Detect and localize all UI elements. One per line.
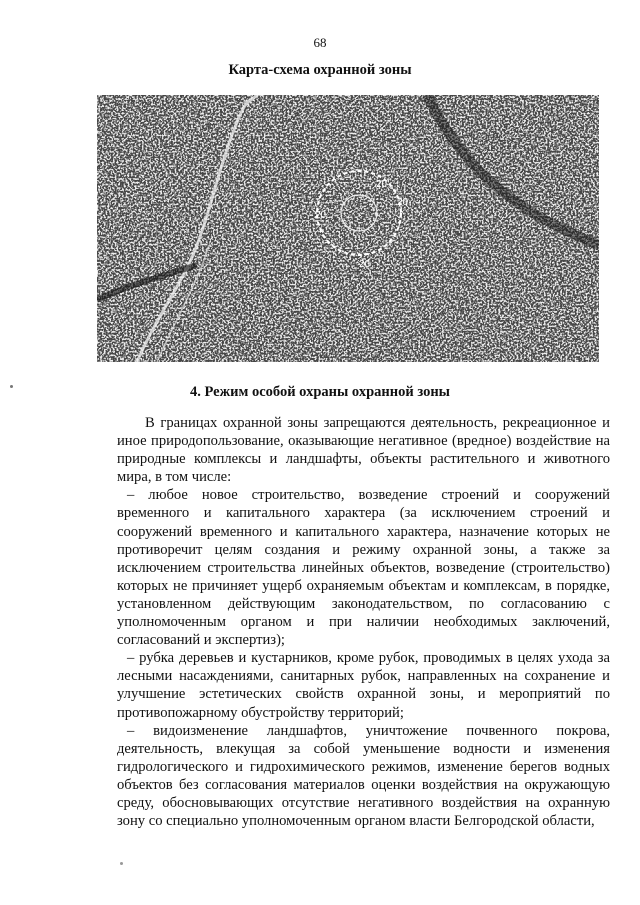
- scan-artifact: [120, 862, 123, 865]
- section-heading: 4. Режим особой охраны охранной зоны: [189, 384, 450, 400]
- satellite-map: [97, 95, 599, 362]
- map-image: [97, 95, 599, 362]
- map-label: 20: [376, 179, 388, 190]
- map-label: 20: [315, 210, 327, 221]
- map-label: 20: [397, 197, 409, 208]
- paragraph: В границах охранной зоны запрещаются деятельность, рекреационное и иное природопользование, оказывающие негативное (вредное) воздействие на природные комплексы и ландшафты, объекты растительного и животного мира, в том числе:: [117, 415, 610, 486]
- body-text: [117, 414, 610, 830]
- paragraph: – рубка деревьев и кустарников, кроме рубок, проводимых в целях ухода за лесными насаждениями, санитарных рубок, направленных на сохранение и улучшение эстетических свойств охранной зоны, и мероприятий по противопожарному обустройству территорий;: [117, 650, 610, 721]
- map-label: 20: [359, 259, 371, 270]
- page-number: 68: [313, 35, 327, 50]
- paragraph: – любое новое строительство, возведение строений и сооружений временного и капитального характера (за исключением строений и сооружений временного и капитального характера, назначение которых не противоречит целям создания и режиму охранной зоны, а также за исключением строительства линейных объектов, возведение (строительство) которых не причиняет ущерб охраняемым объектам и комплексам, в порядке, установленном действующим законодательством, по согласованию с уполномоченным органом и при наличии необходимых заключений, согласований и экспертиз);: [117, 487, 610, 649]
- scan-artifact: [10, 385, 13, 388]
- paragraph: – видоизменение ландшафтов, уничтожение почвенного покрова, деятельность, влекущая за собой уменьшение водности и изменения гидрологического и гидрохимического режимов, изменение берегов водных объектов без согласования материалов оценки воздействия на окружающую среду, обосновывающих отсутствие негативного воздействия на охранную зону со специально уполномоченным органом власти Белгородской области,: [117, 722, 610, 830]
- map-title: Карта-схема охранной зоны: [228, 62, 412, 78]
